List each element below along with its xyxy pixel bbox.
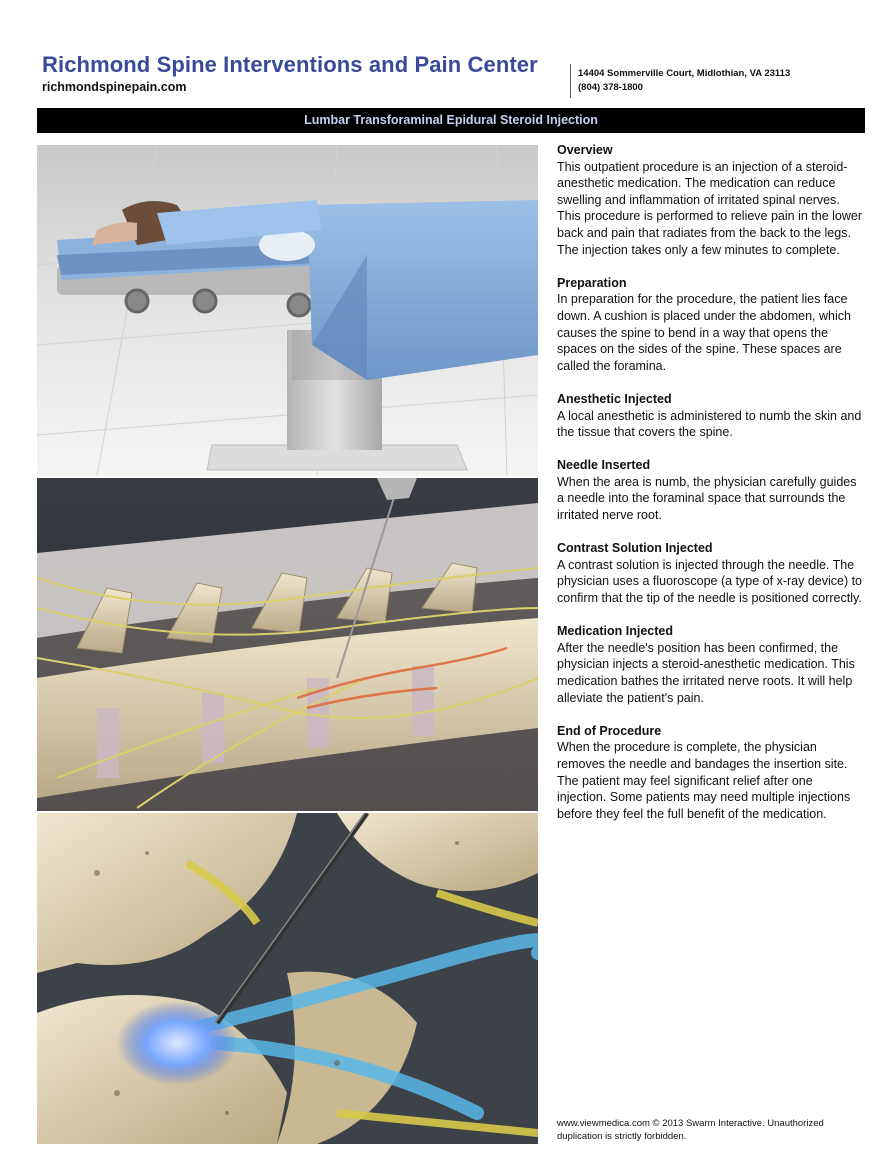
procedure-banner: Lumbar Transforaminal Epidural Steroid Injection <box>37 108 865 133</box>
needle-insertion-illustration <box>37 478 538 811</box>
website-url: richmondspinepain.com <box>42 80 187 94</box>
section-medication-injected <box>557 623 862 706</box>
address-line: 14404 Sommerville Court, Midlothian, VA 23113 <box>578 68 791 79</box>
section-contrast-solution-injected <box>557 540 862 606</box>
page-title: Richmond Spine Interventions and Pain Center <box>42 52 538 77</box>
section-heading: Medication Injected <box>557 624 673 639</box>
header-divider <box>570 64 571 98</box>
section-body: When the procedure is complete, the physician removes the needle and bandages the insertion site. The patient may feel significant relief after one injection. Some patients may need multiple injections before they feel the full benefit of the medication. <box>557 740 851 821</box>
section-heading: End of Procedure <box>557 723 662 738</box>
section-body: When the area is numb, the physician carefully guides a needle into the foraminal space that surrounds the irritated nerve root. <box>557 474 857 523</box>
copyright-notice: www.viewmedica.com © 2013 Swarm Interactive. Unauthorized duplication is strictly forbidden. <box>557 1118 824 1142</box>
section-body: This outpatient procedure is an injection of a steroid-anesthetic medication. The medication can reduce swelling and inflammation of irritated spinal nerves. This procedure is performed to relieve pain in the lower back and pain that radiates from the back to the legs. The injection takes only a few minutes to complete. <box>557 159 863 257</box>
section-body: A contrast solution is injected through the needle. The physician uses a fluoroscope (a type of x-ray device) to confirm that the tip of the needle is positioned correctly. <box>557 557 863 606</box>
section-anesthetic-injected <box>557 391 862 441</box>
section-heading: Preparation <box>557 275 627 290</box>
section-body: In preparation for the procedure, the patient lies face down. A cushion is placed under the abdomen, which causes the spine to bend in a way that opens the spaces on the sides of the spine. These spaces are called the foramina. <box>557 292 851 373</box>
contrast-injection-illustration <box>37 813 538 1144</box>
patient-positioning-illustration <box>37 145 538 476</box>
contact-block <box>578 67 790 95</box>
section-heading: Contrast Solution Injected <box>557 541 713 556</box>
section-body: A local anesthetic is administered to numb the skin and the tissue that covers the spine. <box>557 408 862 440</box>
section-body: After the needle's position has been confirmed, the physician injects a steroid-anesthetic medication. This medication bathes the irritated nerve roots. It will help alleviate the patient's pain. <box>557 640 855 705</box>
section-heading: Anesthetic Injected <box>557 391 672 406</box>
phone-number: (804) 378-1800 <box>578 82 643 93</box>
section-heading: Overview <box>557 143 613 157</box>
procedure-description <box>557 142 862 839</box>
section-needle-inserted <box>557 457 862 523</box>
section-heading: Needle Inserted <box>557 458 651 473</box>
section-overview <box>557 142 862 258</box>
section-end-of-procedure <box>557 723 862 823</box>
section-preparation <box>557 275 862 375</box>
